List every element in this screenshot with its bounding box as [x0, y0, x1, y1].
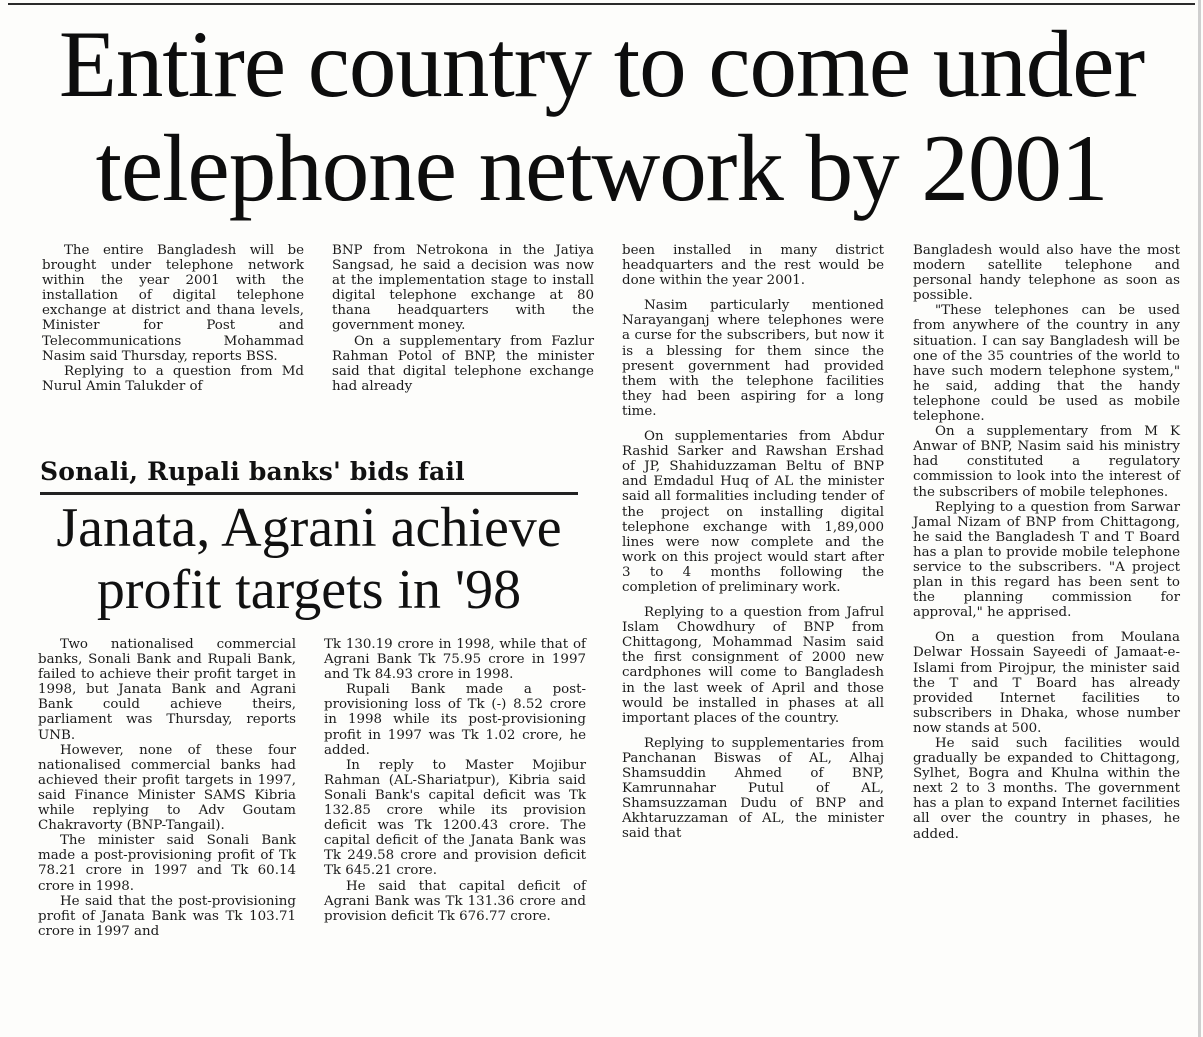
- story2-col1-paragraph: Two nationalised commercial banks, Sonali Bank and Rupali Bank, failed to achieve their profit target in 1998, but Janata Bank and Agrani Bank could achieve theirs, parliament was Thursday, reports UNB.: [38, 637, 296, 743]
- main-headline-line-1: Entire country to come under: [58, 11, 1145, 117]
- story2-column-1: [38, 637, 296, 939]
- story1-col3-paragraph: Replying to supplementaries from Panchanan Biswas of AL, Alhaj Shamsuddin Ahmed of BNP, Kamrunnahar Putul of AL, Shamsuzzaman Dudu of BNP and Akhtaruzzaman of AL, the minister said that: [622, 735, 884, 842]
- story1-col1-paragraph: The entire Bangladesh will be brought under telephone network within the year 2001 with the installation of digital telephone exchange at district and thana levels, Minister for Post and Telecommunications Mohammad Nasim said Thursday, reports BSS.: [42, 243, 304, 364]
- story2-kicker-rule: [40, 492, 578, 495]
- story1-col1-paragraph: Replying to a question from Md Nurul Amin Talukder of: [42, 363, 304, 394]
- story2-col2-paragraph: He said that capital deficit of Agrani Bank was Tk 131.36 crore and provision deficit Tk 676.77 crore.: [324, 878, 586, 924]
- story1-column-4: [913, 243, 1180, 842]
- story1-col4-paragraph: On a supplementary from M K Anwar of BNP, Nasim said his ministry had constituted a regulatory commission to look into the interest of the subscribers of mobile telephones.: [913, 424, 1180, 500]
- story1-col4-paragraph: "These telephones can be used from anywhere of the country in any situation. I can say Bangladesh will be one of the 35 countries of the world to have such modern telephone system," he said, adding that the handy telephone could be used as mobile telephone.: [913, 303, 1180, 425]
- story1-col3-paragraph: Nasim particularly mentioned Narayanganj where telephones were a curse for the subscribers, but now it is a blessing for them since the present government had provided them with the telephone facilities they had been aspiring for a long time.: [622, 298, 884, 419]
- story1-col3-paragraph: Replying to a question from Jafrul Islam Chowdhury of BNP from Chittagong, Mohammad Nasim said the first consignment of 2000 new cardphones will come to Bangladesh in the last week of April and those would be installed in phases at all important places of the country.: [622, 605, 884, 726]
- main-headline-line-2: telephone network by 2001: [95, 115, 1108, 221]
- story2-col2-paragraph: Rupali Bank made a post-provisioning loss of Tk (-) 8.52 crore in 1998 while its post-provisioning profit in 1997 was Tk 1.02 crore, he added.: [324, 682, 586, 758]
- story1-col2-paragraph: BNP from Netrokona in the Jatiya Sangsad, he said a decision was now at the implementation stage to install digital telephone exchange at 80 thana headquarters with the government money.: [332, 243, 594, 334]
- story2-kicker: Sonali, Rupali banks' bids fail: [40, 457, 465, 486]
- story2-column-2: [324, 637, 586, 924]
- story2-col1-paragraph: He said that the post-provisioning profit of Janata Bank was Tk 103.71 crore in 1997 and: [38, 893, 296, 939]
- story1-col4-paragraph: Replying to a question from Sarwar Jamal Nizam of BNP from Chittagong, he said the Bangladesh T and T Board has a plan to provide mobile telephone service to the subscribers. "A project plan in this regard has been sent to the planning commission for approval," he apprised.: [913, 499, 1180, 621]
- story2-col2-paragraph: In reply to Master Mojibur Rahman (AL-Shariatpur), Kibria said Sonali Bank's capital deficit was Tk 132.85 crore while its provision deficit was Tk 1200.43 crore. The capital deficit of the Janata Bank was Tk 249.58 crore and provision deficit Tk 645.21 crore.: [324, 757, 586, 879]
- story2-col2-paragraph: Tk 130.19 crore in 1998, while that of Agrani Bank Tk 75.95 crore in 1997 and Tk 84.93 crore in 1998.: [324, 637, 586, 683]
- story1-col2-paragraph: On a supplementary from Fazlur Rahman Potol of BNP, the minister said that digital telephone exchange had already: [332, 333, 594, 394]
- story1-column-1: [42, 243, 304, 394]
- story1-column-2: [332, 243, 594, 394]
- story2-col1-paragraph: However, none of these four nationalised commercial banks had achieved their profit targets in 1997, said Finance Minister SAMS Kibria while replying to Adv Goutam Chakravorty (BNP-Tangail).: [38, 742, 296, 834]
- story1-col3-paragraph: On supplementaries from Abdur Rashid Sarker and Rawshan Ershad of JP, Shahiduzzaman Beltu of BNP and Emdadul Huq of AL the minister said all formalities including tender of the project on installing digital telephone exchange with 1,89,000 lines were now complete and the work on this project would start after 3 to 4 months following the completion of preliminary work.: [622, 429, 884, 595]
- top-rule: [8, 3, 1195, 5]
- story2-headline-line-1: Janata, Agrani achieve: [56, 497, 562, 559]
- story2-headline-line-2: profit targets in '98: [96, 559, 522, 621]
- story1-col4-paragraph: He said such facilities would gradually be expanded to Chittagong, Sylhet, Bogra and Khulna within the next 2 to 3 months. The government has a plan to expand Internet facilities all over the country in phases, he added.: [913, 736, 1180, 842]
- story1-col3-paragraph: been installed in many district headquarters and the rest would be done within the year 2001.: [622, 243, 884, 289]
- story1-column-3: [622, 243, 884, 841]
- main-headline: [0, 12, 1203, 220]
- story1-col4-paragraph: Bangladesh would also have the most modern satellite telephone and personal handy telephone as soon as possible.: [913, 243, 1180, 304]
- story1-col4-paragraph: On a question from Moulana Delwar Hossain Sayeedi of Jamaat-e-Islami from Pirojpur, the minister said the T and T Board has already provided Internet facilities to subscribers in Dhaka, whose number now stands at 500.: [913, 630, 1180, 736]
- story2-headline: [40, 497, 578, 621]
- story2-col1-paragraph: The minister said Sonali Bank made a post-provisioning profit of Tk 78.21 crore in 1997 and Tk 60.14 crore in 1998.: [38, 833, 296, 894]
